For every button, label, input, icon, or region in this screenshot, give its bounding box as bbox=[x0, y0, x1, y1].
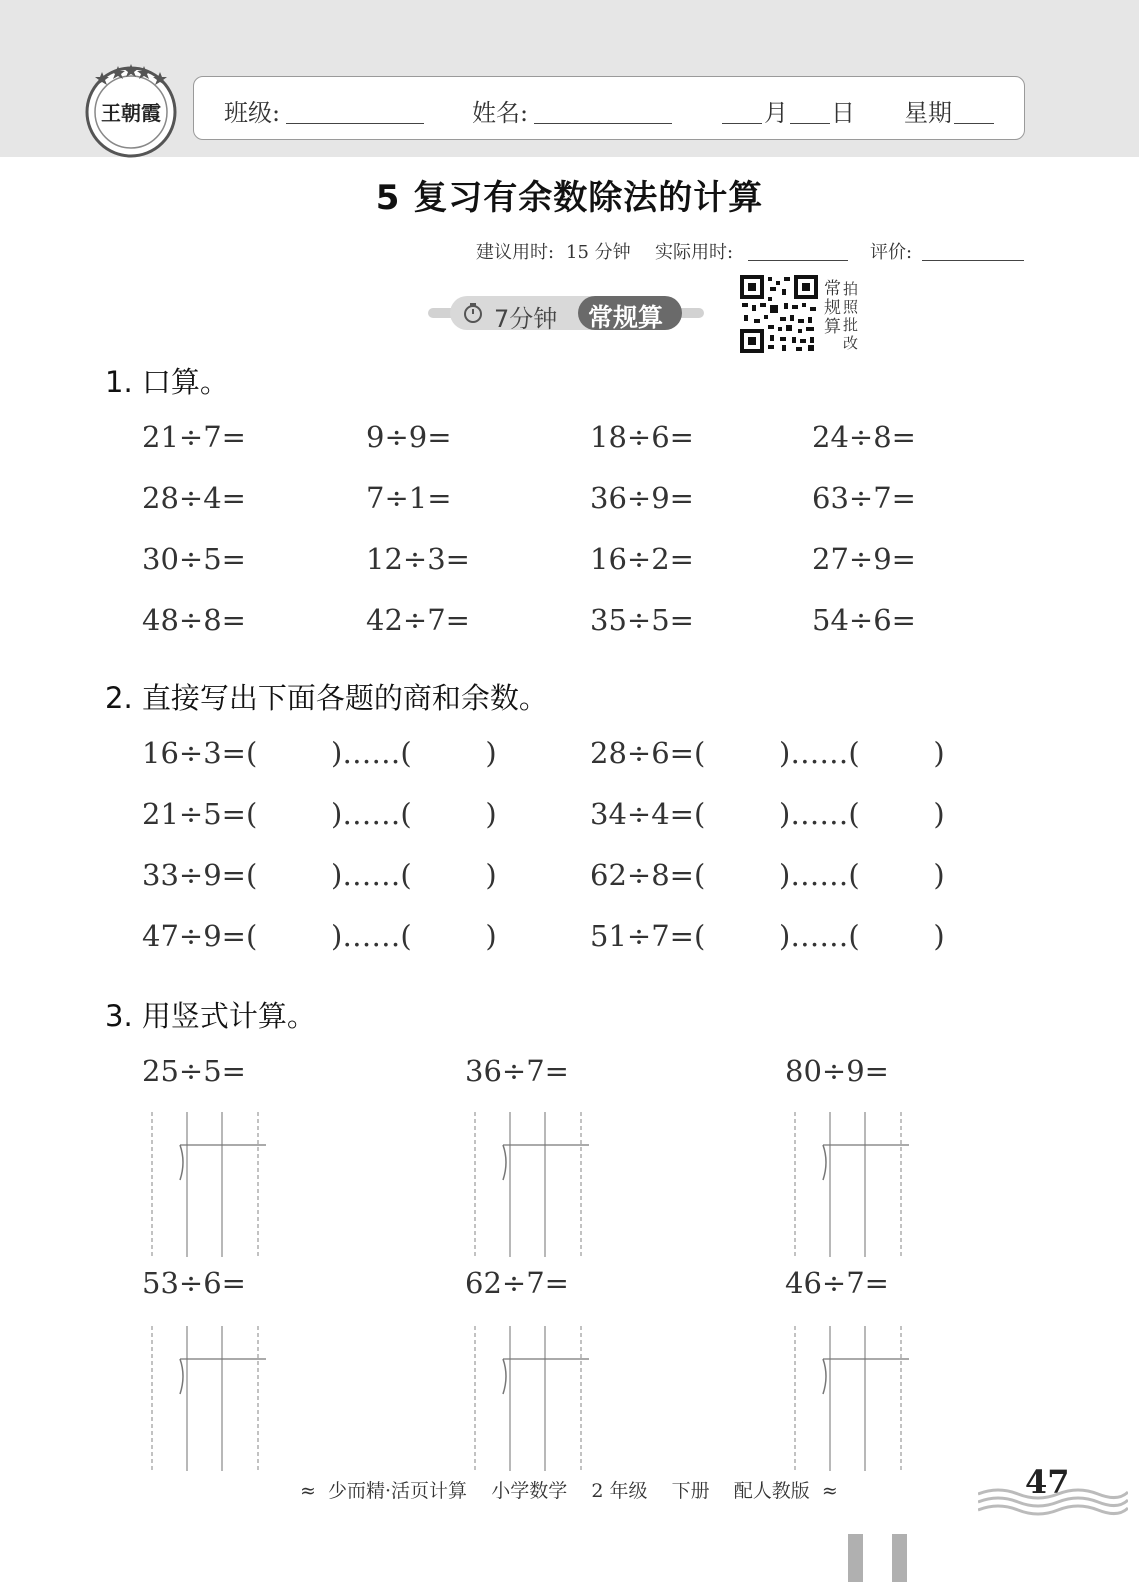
section1-title: 1. 口算。 bbox=[105, 365, 229, 399]
section1-item: 18÷6= bbox=[590, 420, 694, 454]
month-field[interactable] bbox=[722, 123, 762, 124]
section3-title: 3. 用竖式计算。 bbox=[105, 999, 316, 1033]
long-division-grid[interactable] bbox=[148, 1326, 268, 1471]
qr-caption-category: 常规算 bbox=[824, 279, 841, 337]
timer-duration: 7分钟 bbox=[494, 305, 558, 333]
section2-item: 51÷7=( )……( ) bbox=[590, 919, 945, 953]
student-info-box bbox=[193, 76, 1025, 140]
section3-item: 53÷6= bbox=[142, 1266, 246, 1300]
qr-code-icon[interactable] bbox=[740, 275, 818, 353]
long-division-grid[interactable] bbox=[148, 1112, 268, 1257]
edge-mark bbox=[892, 1534, 907, 1582]
section1-item: 21÷7= bbox=[142, 420, 246, 454]
publisher-logo bbox=[82, 60, 180, 158]
section3-item: 36÷7= bbox=[465, 1054, 569, 1088]
section3-item: 62÷7= bbox=[465, 1266, 569, 1300]
name-label: 姓名: bbox=[472, 99, 529, 127]
section2-item: 33÷9=( )……( ) bbox=[142, 858, 497, 892]
section3-item: 25÷5= bbox=[142, 1054, 246, 1088]
suggested-time-label: 建议用时: bbox=[476, 242, 555, 263]
class-field[interactable] bbox=[286, 123, 424, 124]
section2-item: 16÷3=( )……( ) bbox=[142, 736, 497, 770]
section2-item: 34÷4=( )……( ) bbox=[590, 797, 945, 831]
actual-time-field[interactable] bbox=[748, 260, 848, 261]
long-division-grid[interactable] bbox=[471, 1112, 591, 1257]
long-division-grid[interactable] bbox=[471, 1326, 591, 1471]
qr-caption-action: 拍照批改 bbox=[843, 280, 859, 352]
day-field[interactable] bbox=[790, 123, 830, 124]
page-number: 47 bbox=[1025, 1463, 1070, 1501]
section3-item: 80÷9= bbox=[785, 1054, 889, 1088]
section1-item: 16÷2= bbox=[590, 542, 694, 576]
edge-mark bbox=[848, 1534, 863, 1582]
section1-item: 9÷9= bbox=[366, 420, 452, 454]
section2-item: 28÷6=( )……( ) bbox=[590, 736, 945, 770]
long-division-grid[interactable] bbox=[791, 1112, 911, 1257]
name-field[interactable] bbox=[534, 123, 672, 124]
long-division-grid[interactable] bbox=[791, 1326, 911, 1471]
section1-item: 28÷4= bbox=[142, 481, 246, 515]
weekday-field[interactable] bbox=[954, 123, 994, 124]
section1-item: 27÷9= bbox=[812, 542, 916, 576]
suggested-time-value: 15 分钟 bbox=[566, 242, 631, 263]
section1-item: 35÷5= bbox=[590, 603, 694, 637]
weekday-label: 星期 bbox=[904, 99, 952, 127]
section1-item: 48÷8= bbox=[142, 603, 246, 637]
section1-item: 7÷1= bbox=[366, 481, 452, 515]
page-title: 5 复习有余数除法的计算 bbox=[375, 178, 764, 218]
stopwatch-icon bbox=[462, 302, 484, 324]
actual-time-label: 实际用时: bbox=[655, 242, 734, 263]
timer-badge bbox=[428, 296, 704, 333]
section3-item: 46÷7= bbox=[785, 1266, 889, 1300]
section1-item: 54÷6= bbox=[812, 603, 916, 637]
section1-item: 24÷8= bbox=[812, 420, 916, 454]
section2-title: 2. 直接写出下面各题的商和余数。 bbox=[105, 681, 548, 715]
month-label: 月 bbox=[764, 99, 788, 127]
footer-text: ≈ 少而精·活页计算 小学数学 2 年级 下册 配人教版 ≈ bbox=[300, 1480, 838, 1502]
section1-item: 30÷5= bbox=[142, 542, 246, 576]
section2-item: 62÷8=( )……( ) bbox=[590, 858, 945, 892]
section2-item: 21÷5=( )……( ) bbox=[142, 797, 497, 831]
class-label: 班级: bbox=[224, 99, 281, 127]
evaluation-field[interactable] bbox=[922, 260, 1024, 261]
logo-text: 王朝霞 bbox=[101, 101, 161, 125]
day-label: 日 bbox=[831, 99, 855, 127]
section1-item: 12÷3= bbox=[366, 542, 470, 576]
section1-item: 42÷7= bbox=[366, 603, 470, 637]
section2-item: 47÷9=( )……( ) bbox=[142, 919, 497, 953]
section1-item: 36÷9= bbox=[590, 481, 694, 515]
section1-item: 63÷7= bbox=[812, 481, 916, 515]
evaluation-label: 评价: bbox=[870, 242, 913, 263]
category-tag: 常规算 bbox=[588, 303, 664, 332]
